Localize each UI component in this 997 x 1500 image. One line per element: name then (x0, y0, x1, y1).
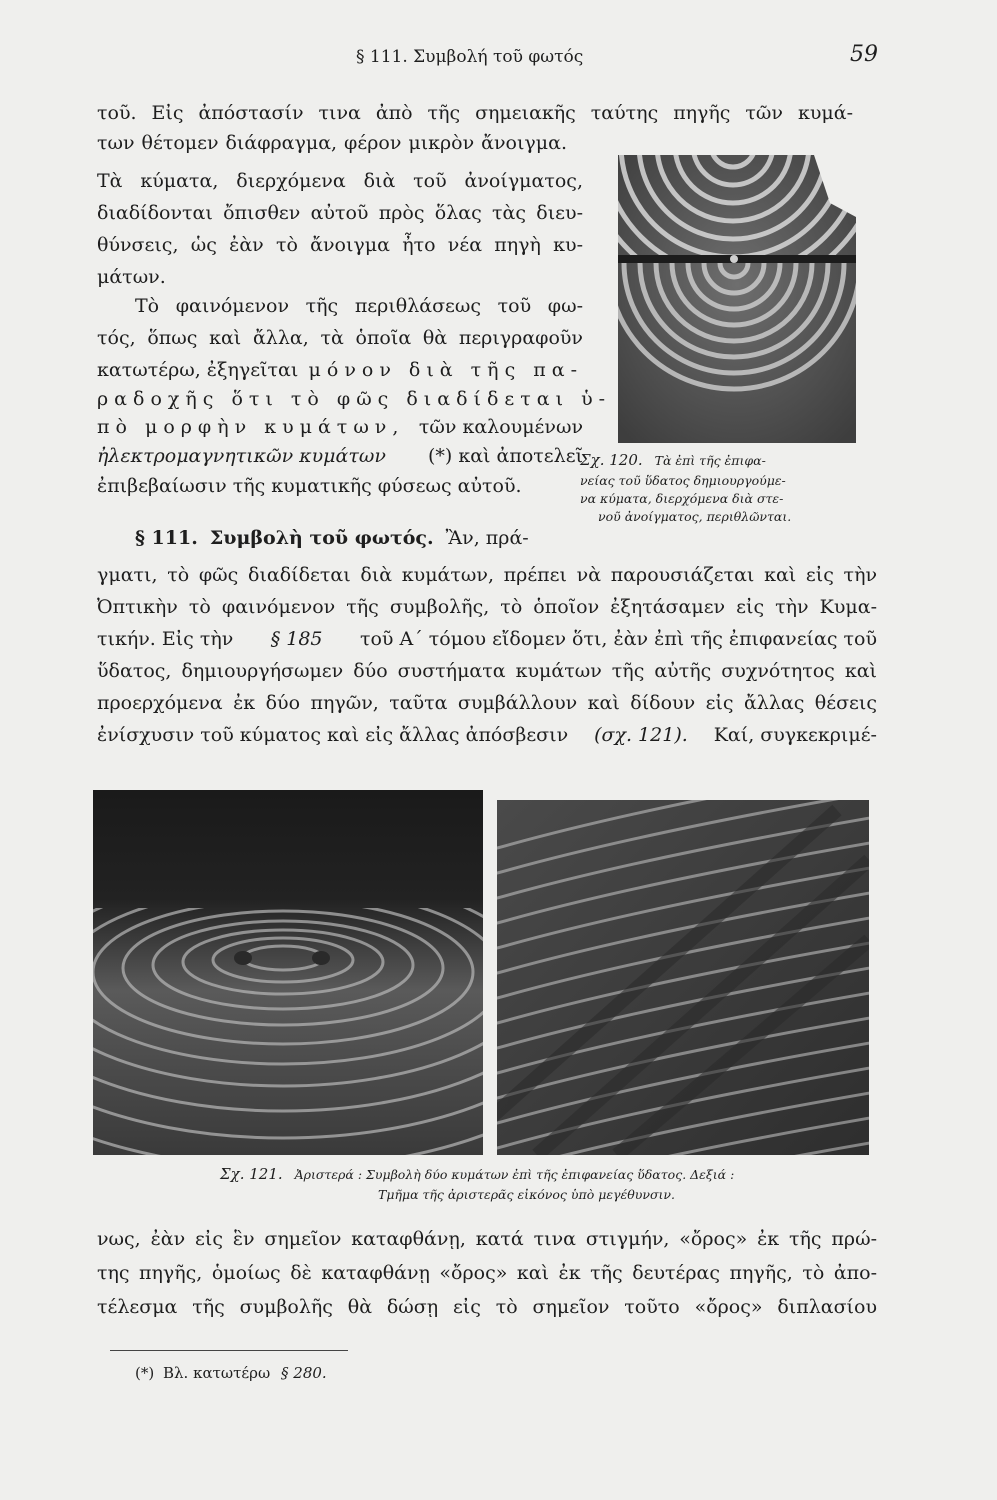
section-line: Ὀπτικὴν τὸ φαινόμενον τῆς συμβολῆς, τὸ ὁποῖον ἐξητάσαμεν εἰς τὴν Κυμα- (97, 596, 877, 618)
section-text: ἐνίσχυσιν τοῦ κύματος καὶ εἰς ἄλλας ἀπόσβεσιν (97, 724, 569, 746)
para2-spaced-text: μόνον διὰ τῆς πα- (308, 359, 583, 381)
figure-121-number: Σχ. 121. (220, 1165, 283, 1183)
closing-line: τέλεσμα τῆς συμβολῆς θὰ δώσῃ εἰς τὸ σημεῖον τοῦτο «ὄρος» διπλασίου (97, 1296, 877, 1318)
para2-text: τῶν καλουμένων (418, 416, 583, 438)
para2-text: (*) καὶ ἀποτελεῖ (427, 445, 583, 467)
section-heading-line (135, 525, 529, 551)
figure-121-caption-line (220, 1166, 734, 1183)
para2-line (97, 357, 583, 383)
para2-line: Τὸ φαινόμενον τῆς περιθλάσεως τοῦ φω- (135, 295, 583, 317)
figure-120-caption-text: Τὰ ἐπὶ τῆς ἐπιφα- (654, 453, 766, 468)
intro-line: διαδίδονται ὄπισθεν αὐτοῦ πρὸς ὅλας τὰς διευ- (97, 202, 583, 224)
figure-120-caption-text: νοῦ ἀνοίγματος, περιθλῶνται. (598, 509, 792, 524)
section-line (97, 722, 877, 748)
intro-line: Τὰ κύματα, διερχόμενα διὰ τοῦ ἀνοίγματος, (97, 170, 583, 192)
intro-line: των θέτομεν διάφραγμα, φέρον μικρὸν ἄνοιγμα. (97, 132, 567, 154)
footnote (135, 1364, 327, 1382)
intro-line: θύνσεις, ὡς ἐὰν τὸ ἄνοιγμα ἦτο νέα πηγὴ κυ- (97, 234, 583, 256)
page-number: 59 (850, 42, 878, 67)
closing-line: της πηγῆς, ὁμοίως δὲ καταφθάνῃ «ὄρος» καὶ ἐκ τῆς δευτέρας πηγῆς, τὸ ἀπο- (97, 1262, 877, 1284)
figure-120-image (618, 155, 856, 443)
aperture (730, 255, 738, 263)
para2-line: τός, ὅπως καὶ ἄλλα, τὰ ὁποῖα θὰ περιγραφοῦν (97, 327, 583, 349)
para2-line: ἐπιβεβαίωσιν τῆς κυματικῆς φύσεως αὐτοῦ. (97, 475, 522, 497)
section-text: Ἂν, πρά- (445, 527, 529, 549)
section-text: τικήν. Εἰς τὴν (97, 628, 234, 650)
section-reference: § 185 (270, 628, 323, 650)
figure-121-right-image (497, 800, 869, 1155)
figure-120-caption-text: να κύματα, διερχόμενα διὰ στε- (580, 491, 784, 506)
section-line (97, 626, 877, 652)
section-line: προερχόμενα ἐκ δύο πηγῶν, ταῦτα συμβάλλουν καὶ δίδουν εἰς ἄλλας θέσεις (97, 692, 877, 714)
para2-spaced-text: πὸ μορφὴν κυμάτων, (97, 416, 405, 438)
para2-text: κατωτέρω, ἐξηγεῖται (97, 359, 299, 381)
para2-line (97, 414, 583, 440)
footnote-marker: (*) (135, 1364, 155, 1382)
para2-spaced-line: ραδοχῆς ὅτι τὸ φῶς διαδίδεται ὑ- (97, 388, 612, 410)
intro-line: μάτων. (97, 266, 166, 288)
closing-line: νως, ἐὰν εἰς ἓν σημεῖον καταφθάνῃ, κατά τινα στιγμήν, «ὄρος» ἐκ τῆς πρώ- (97, 1228, 877, 1250)
section-line: γματι, τὸ φῶς διαδίδεται διὰ κυμάτων, πρέπει νὰ παρουσιάζεται καὶ εἰς τὴν (97, 564, 877, 586)
footnote-rule (110, 1350, 348, 1351)
running-head: § 111. Συμβολή τοῦ φωτός (356, 47, 584, 67)
figure-120-caption-text: νείας τοῦ ὕδατος δημιουργούμε- (580, 473, 786, 488)
section-title: Συμβολὴ τοῦ φωτός. (209, 527, 434, 549)
figure-120-number: Σχ. 120. (580, 451, 643, 469)
figure-121-left-image (93, 790, 483, 1155)
figure-121-caption-text: Τμῆμα τῆς ἀριστερᾶς εἰκόνος ὑπὸ μεγέθυνσιν. (378, 1187, 675, 1202)
para2-line (97, 443, 583, 469)
section-text: Καί, συγκεκριμέ- (713, 724, 877, 746)
footnote-text: Βλ. κατωτέρω (163, 1364, 271, 1382)
section-number: § 111. (135, 527, 198, 549)
para2-italic-term: ἠλεκτρομαγνητικῶν κυμάτων (97, 445, 386, 467)
figure-121-caption-text: Ἀριστερά : Συμβολὴ δύο κυμάτων ἐπὶ τῆς ἐπιφανείας ὕδατος. Δεξιά : (294, 1167, 735, 1182)
section-reference: (σχ. 121). (594, 724, 688, 746)
section-line: ὕδατος, δημιουργήσωμεν δύο συστήματα κυμάτων τῆς αὐτῆς συχνότητος καὶ (97, 660, 877, 682)
section-text: τοῦ Α΄ τόμου εἴδομεν ὅτι, ἐὰν ἐπὶ τῆς ἐπιφανείας τοῦ (359, 628, 877, 650)
intro-line: τοῦ. Εἰς ἀπόστασίν τινα ἀπὸ τῆς σημειακῆς ταύτης πηγῆς τῶν κυμά- (97, 102, 853, 124)
footnote-reference: § 280. (281, 1364, 327, 1382)
